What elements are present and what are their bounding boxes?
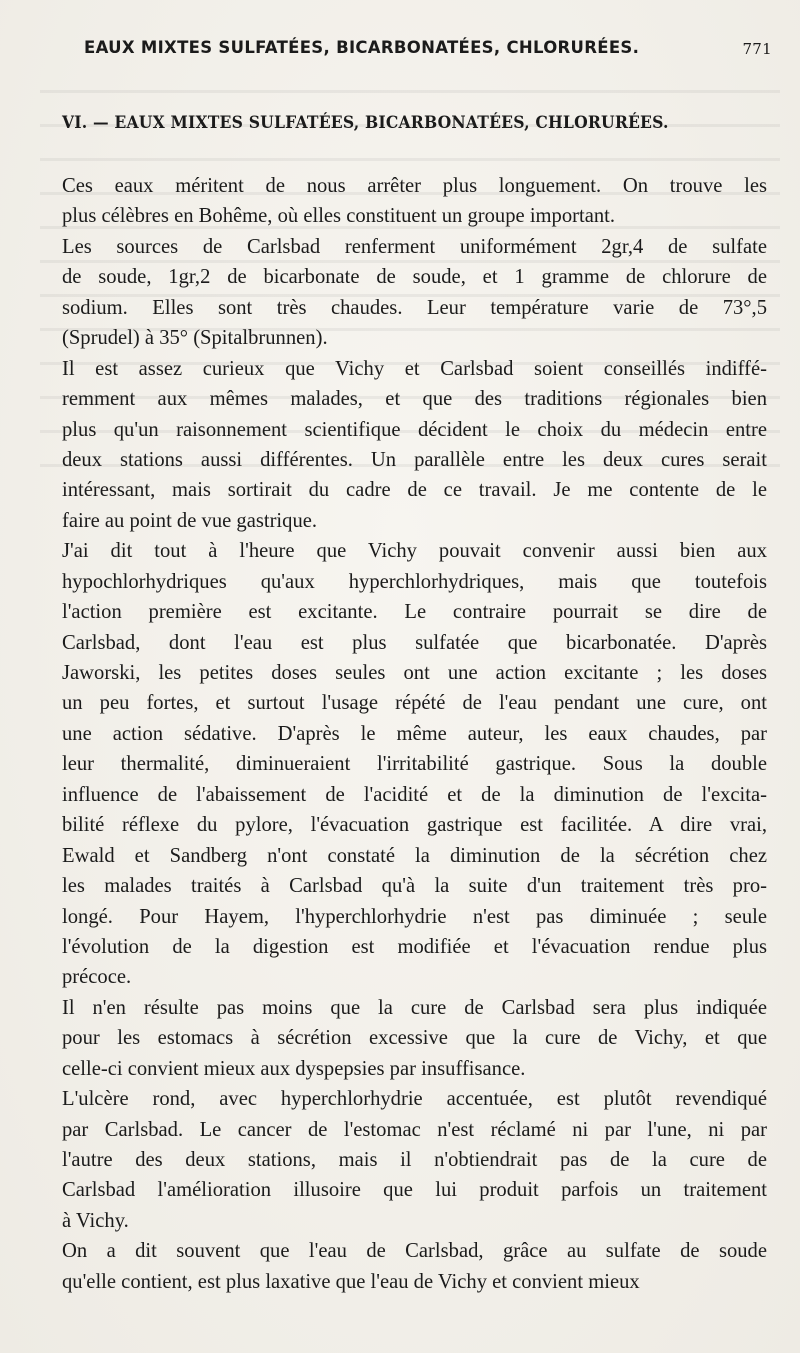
text-line: l'évolution de la digestion est modifiée et l'évacuation rendue plus bbox=[62, 935, 767, 958]
text-line: qu'elle contient, est plus laxative que l'eau de Vichy et convient mieux bbox=[62, 1270, 640, 1293]
text-line: longé. Pour Hayem, l'hyperchlorhydrie n'est pas diminuée ; seule bbox=[62, 905, 767, 928]
text-line: Ces eaux méritent de nous arrêter plus longuement. On trouve les bbox=[62, 175, 767, 197]
text-line: On a dit souvent que l'eau de Carlsbad, grâce au sulfate de soude bbox=[62, 1240, 767, 1263]
running-head bbox=[84, 38, 774, 62]
paragraph bbox=[62, 232, 767, 354]
text-line: Jaworski, les petites doses seules ont une action excitante ; les doses bbox=[62, 662, 767, 684]
body-text bbox=[62, 171, 767, 1297]
text-line: faire au point de vue gastrique. bbox=[62, 509, 318, 532]
paragraph bbox=[62, 993, 767, 1084]
text-line: une action sédative. D'après le même auteur, les eaux chaudes, par bbox=[62, 722, 767, 745]
text-line: un peu fortes, et surtout l'usage répété de l'eau pendant une cure, ont bbox=[62, 692, 767, 715]
paragraph bbox=[62, 536, 767, 993]
paragraph bbox=[62, 1236, 767, 1297]
text-line: l'autre des deux stations, mais il n'obtiendrait pas de la cure de bbox=[62, 1149, 767, 1171]
text-line: sodium. Elles sont très chaudes. Leur température varie de 73°,5 bbox=[62, 296, 767, 319]
paragraph bbox=[62, 1084, 767, 1236]
page-number: 771 bbox=[742, 40, 772, 58]
text-line: les malades traités à Carlsbad qu'à la suite d'un traitement très pro- bbox=[62, 875, 767, 898]
running-head-title: EAUX MIXTES SULFATÉES, BICARBONATÉES, CHLORURÉES. bbox=[84, 38, 640, 57]
text-line: Il n'en résulte pas moins que la cure de Carlsbad sera plus indiquée bbox=[62, 996, 767, 1019]
text-line: à Vichy. bbox=[62, 1209, 129, 1232]
paragraph bbox=[62, 354, 767, 537]
text-line: remment aux mêmes malades, et que des traditions régionales bien bbox=[62, 388, 767, 411]
text-line: plus qu'un raisonnement scientifique décident le choix du médecin entre bbox=[62, 418, 767, 441]
paragraph bbox=[62, 171, 767, 232]
text-line: bilité réflexe du pylore, l'évacuation gastrique est facilitée. A dire vrai, bbox=[62, 814, 767, 837]
text-line: L'ulcère rond, avec hyperchlorhydrie accentuée, est plutôt revendiqué bbox=[62, 1088, 767, 1111]
text-line: précoce. bbox=[62, 966, 132, 989]
text-line: deux stations aussi différentes. Un parallèle entre les deux cures serait bbox=[62, 448, 767, 471]
text-line: J'ai dit tout à l'heure que Vichy pouvait convenir aussi bien aux bbox=[62, 540, 767, 563]
text-line: Il est assez curieux que Vichy et Carlsbad soient conseillés indiffé- bbox=[62, 357, 767, 380]
text-line: Carlsbad, dont l'eau est plus sulfatée que bicarbonatée. D'après bbox=[62, 631, 767, 654]
text-line: celle-ci convient mieux aux dyspepsies par insuffisance. bbox=[62, 1057, 526, 1080]
text-line: hypochlorhydriques qu'aux hyperchlorhydriques, mais que toutefois bbox=[62, 570, 767, 593]
text-line: de soude, 1gr,2 de bicarbonate de soude, et 1 gramme de chlorure de bbox=[62, 266, 767, 289]
section-heading: VI. — EAUX MIXTES SULFATÉES, BICARBONATÉES, CHLORURÉES. bbox=[62, 112, 669, 132]
text-line: Ewald et Sandberg n'ont constaté la diminution de la sécrétion chez bbox=[62, 844, 767, 867]
text-line: leur thermalité, diminueraient l'irritabilité gastrique. Sous la double bbox=[62, 753, 767, 776]
text-line: influence de l'abaissement de l'acidité et de la diminution de l'excita- bbox=[62, 783, 767, 806]
text-line: Les sources de Carlsbad renferment uniformément 2gr,4 de sulfate bbox=[62, 235, 767, 258]
text-line: (Sprudel) à 35° (Spitalbrunnen). bbox=[62, 327, 328, 350]
text-line: pour les estomacs à sécrétion excessive que la cure de Vichy, et que bbox=[62, 1027, 767, 1050]
text-line: Carlsbad l'amélioration illusoire que lui produit parfois un traitement bbox=[62, 1179, 767, 1202]
text-line: plus célèbres en Bohême, où elles constituent un groupe important. bbox=[62, 205, 616, 228]
text-line: par Carlsbad. Le cancer de l'estomac n'est réclamé ni par l'une, ni par bbox=[62, 1118, 767, 1141]
text-line: intéressant, mais sortirait du cadre de ce travail. Je me contente de le bbox=[62, 479, 767, 502]
text-line: l'action première est excitante. Le contraire pourrait se dire de bbox=[62, 601, 767, 624]
